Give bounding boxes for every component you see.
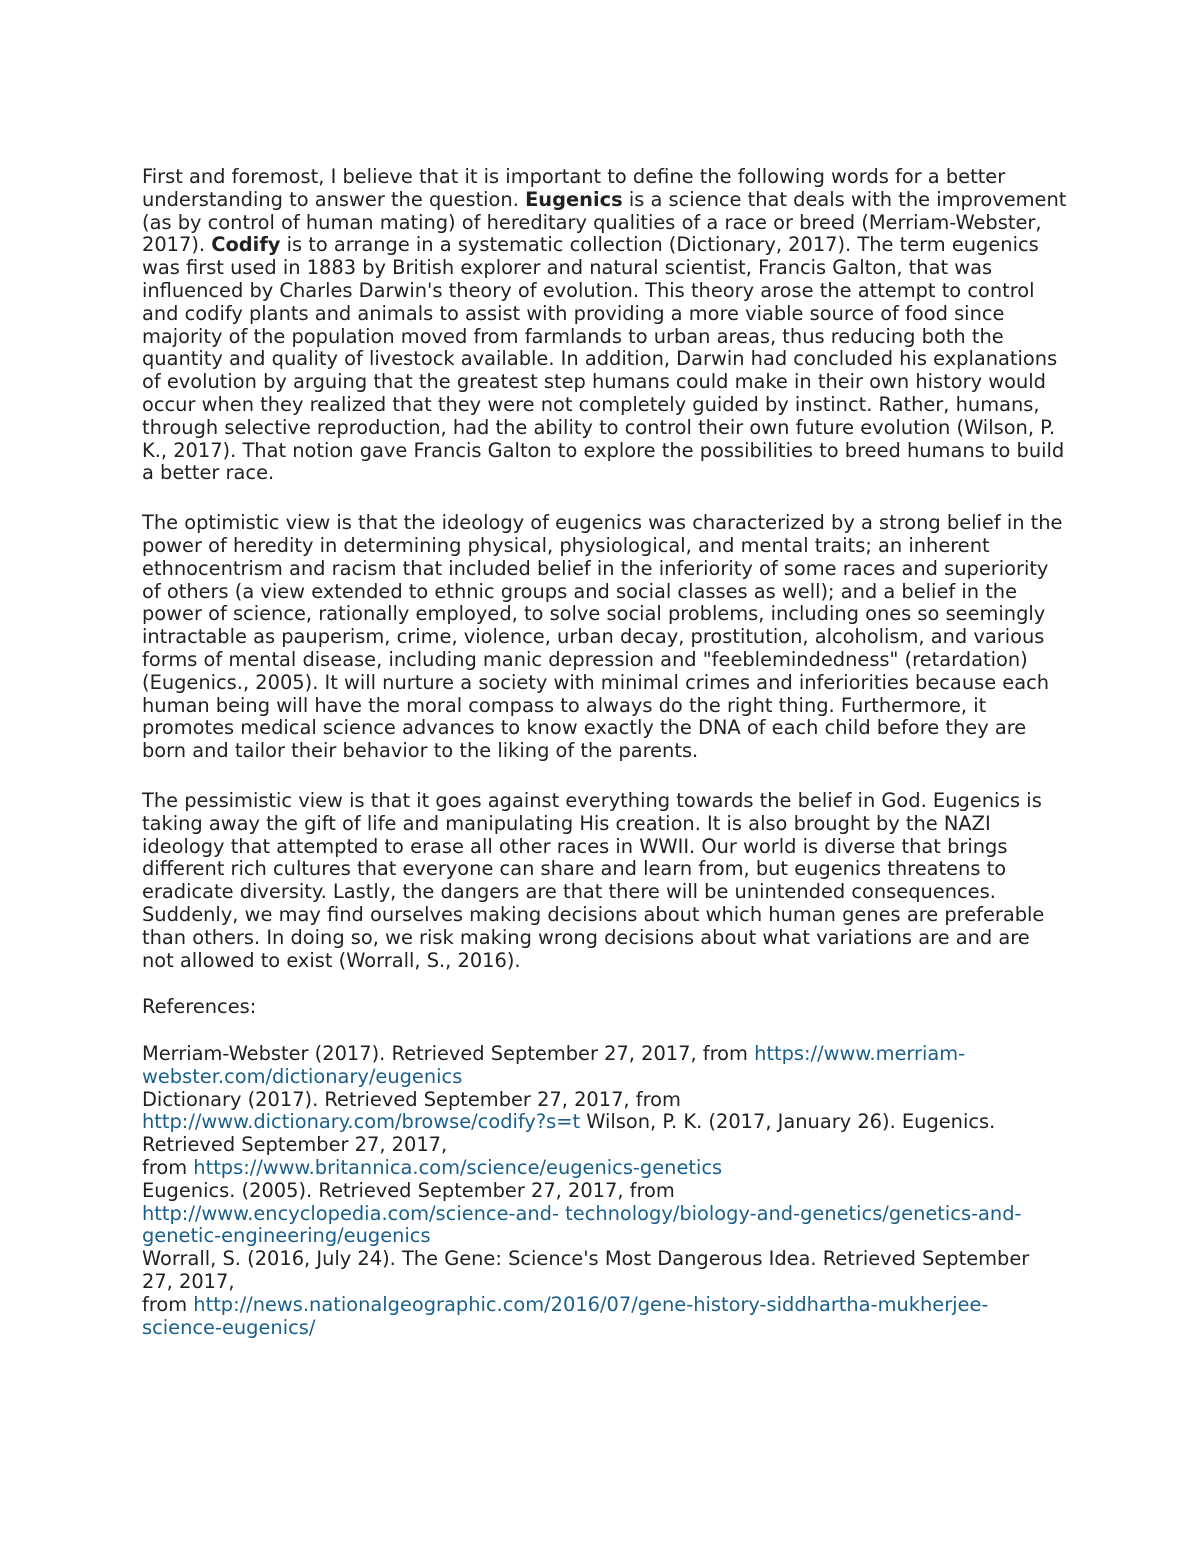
- document-page: [142, 166, 1067, 1339]
- reference-1-text: Merriam-Webster (2017). Retrieved September 27, 2017, from: [142, 1042, 748, 1066]
- reference-2-text: Dictionary (2017). Retrieved September 27, 2017, from: [142, 1087, 681, 1111]
- references-heading: References:: [142, 995, 257, 1019]
- reference-3-link[interactable]: https://www.britannica.com/science/eugenics-genetics: [193, 1156, 723, 1180]
- reference-5-line-2: [142, 1271, 1067, 1294]
- reference-4-link-a[interactable]: http://www.encyclopedia.com/science-and- technology/biology-and-genetics/genetics-and-: [142, 1201, 1022, 1225]
- reference-2-link[interactable]: http://www.dictionary.com/browse/codify?s=t: [142, 1110, 581, 1134]
- reference-3-line-3: [142, 1157, 1067, 1180]
- reference-2-line-1: [142, 1089, 1067, 1112]
- reference-1-line-1: [142, 1043, 1067, 1066]
- reference-5-text-b: 27, 2017,: [142, 1270, 235, 1294]
- reference-3-line-2: [142, 1134, 1067, 1157]
- reference-3-text-a: Wilson, P. K. (2017, January 26). Eugenics.: [586, 1110, 996, 1134]
- reference-4-line-1: [142, 1180, 1067, 1203]
- reference-4-text: Eugenics. (2005). Retrieved September 27, 2017, from: [142, 1178, 675, 1202]
- reference-1-line-2: [142, 1066, 1067, 1089]
- references-list: [142, 1043, 1067, 1339]
- reference-5-link-a[interactable]: http://news.nationalgeographic.com/2016/07/gene-history-siddhartha-mukherjee-: [193, 1292, 989, 1316]
- reference-5-line-3: [142, 1294, 1067, 1317]
- optimistic-paragraph: The optimistic view is that the ideology of eugenics was characterized by a strong belief in the power of heredity in determining physical, physiological, and mental traits; an inherent ethnocentrism and racism that included belief in the inferiority of some races and superiority of others (a view extended to ethnic groups and social classes as well); and a belief in the power of science, rationally employed, to solve social problems, including ones so seemingly intractable as pauperism, crime, violence, urban decay, prostitution, alcoholism, and various forms of mental disease, including manic depression and "feeblemindedness" (retardation) (Eugenics., 2005). It will nurture a society with minimal crimes and inferiorities because each human being will have the moral compass to always do the right thing. Furthermore, it promotes medical science advances to know exactly the DNA of each child before they are born and tailor their behavior to the liking of the parents.: [142, 511, 1063, 763]
- reference-5-link-b[interactable]: science-eugenics/: [142, 1315, 316, 1339]
- reference-4-line-2: [142, 1203, 1067, 1226]
- reference-2-line-2: [142, 1111, 1067, 1134]
- intro-text-2: is a science that deals with the improvement (as by control of human mating) of hereditary qualities of a race or breed (Merriam-Webster,: [142, 187, 1067, 234]
- intro-text-3: 2017).: [142, 233, 206, 257]
- pessimistic-paragraph: The pessimistic view is that it goes against everything towards the belief in God. Eugenics is taking away the gift of life and manipulating His creation. It is also brought by the NAZI ideology that attempted to erase all other races in WWII. Our world is diverse that brings different rich cultures that everyone can share and learn from, but eugenics threatens to eradicate diversity. Lastly, the dangers are that there will be unintended consequences. Suddenly, we may find ourselves making decisions about which human genes are preferable than others. In doing so, we risk making wrong decisions about what variations are and are not allowed to exist (Worrall, S., 2016).: [142, 788, 1045, 972]
- reference-5-from: from: [142, 1292, 188, 1316]
- intro-text-4: is to arrange in a systematic collection (Dictionary, 2017). The term eugenics was first used in 1883 by British explorer and natural scientist, Francis Galton, that was influenced by Charles Darwin's theory of evolution. This theory arose the attempt to control and codify plants and animals to assist with providing a more viable source of food since majority of the population moved from farmlands to urban areas, thus reducing both the quantity and quality of livestock available. In addition, Darwin had concluded his explanations of evolution by arguing that the greatest step humans could make in their own history would occur when they realized that they were not completely guided by instinct. Rather, humans, through selective reproduction, had the ability to control their own future evolution (Wilson, P. K., 2017). That notion gave Francis Galton to explore the possibilities to breed humans to build a better race.: [142, 233, 1065, 485]
- intro-text-1: First and foremost, I believe that it is important to define the following words for a better understanding to answer the question.: [142, 165, 1006, 211]
- reference-3-text-b: Retrieved September 27, 2017,: [142, 1133, 448, 1157]
- intro-paragraph: [142, 166, 1067, 485]
- reference-5-line-1: [142, 1248, 1067, 1271]
- term-codify: Codify: [211, 233, 281, 257]
- reference-1-link-b[interactable]: webster.com/dictionary/eugenics: [142, 1064, 463, 1088]
- reference-5-line-4: [142, 1317, 1067, 1340]
- reference-1-link-a[interactable]: https://www.merriam-: [754, 1042, 966, 1066]
- reference-4-link-b[interactable]: genetic-engineering/eugenics: [142, 1224, 431, 1248]
- reference-5-text-a: Worrall, S. (2016, July 24). The Gene: Science's Most Dangerous Idea. Retrieved September: [142, 1247, 1030, 1271]
- reference-3-from: from: [142, 1156, 188, 1180]
- term-eugenics: Eugenics: [525, 187, 623, 211]
- reference-4-line-3: [142, 1225, 1067, 1248]
